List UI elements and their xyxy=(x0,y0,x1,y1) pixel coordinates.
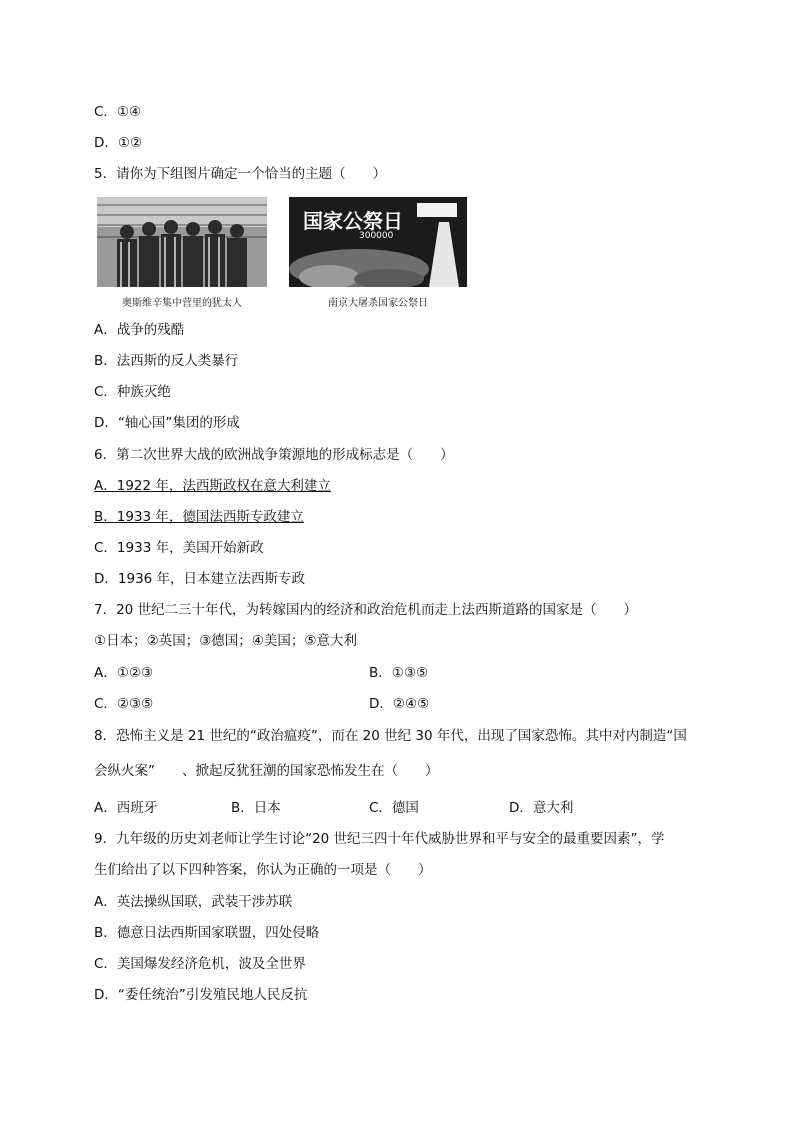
q7-option-a: A．①②③ xyxy=(94,665,154,681)
memorial-caption: 南京大屠杀国家公祭日 xyxy=(328,298,428,309)
q6-stem: 6．第二次世界大战的欧洲战争策源地的形成标志是（ ） xyxy=(94,447,454,463)
q5-option-d: D．“轴心国”集团的形成 xyxy=(94,415,240,431)
q6-option-c: C．1933 年，美国开始新政 xyxy=(94,540,264,556)
q7-option-d: D．②④⑤ xyxy=(369,696,430,712)
memorial-day-photo xyxy=(289,197,467,287)
q4-option-c: C．①④ xyxy=(94,104,142,120)
q7-stem: 7．20 世纪二三十年代，为转嫁国内的经济和政治危机而走上法西斯道路的国家是（ ） xyxy=(94,602,638,618)
q8-option-c: C．德国 xyxy=(369,800,419,816)
memorial-number: 300000 xyxy=(359,231,394,241)
q9-option-d: D．“委任统治”引发殖民地人民反抗 xyxy=(94,987,308,1003)
q5-stem: 5．请你为下组图片确定一个恰当的主题（ ） xyxy=(94,166,387,182)
q8-stem-line1: 8．恐怖主义是 21 世纪的“政治瘟疫”，而在 20 世纪 30 年代，出现了国家恐怖。其中对内制造“国 xyxy=(94,728,687,744)
q9-option-b: B．德意日法西斯国家联盟，四处侵略 xyxy=(94,925,320,941)
q8-option-b: B．日本 xyxy=(231,800,281,816)
q9-option-c: C．美国爆发经济危机，波及全世界 xyxy=(94,956,306,972)
q5-option-b: B．法西斯的反人类暴行 xyxy=(94,353,239,369)
q6-option-d: D．1936 年，日本建立法西斯专政 xyxy=(94,571,306,587)
q8-stem-line2: 会纵火案” 、掀起反犹狂潮的国家恐怖发生在（ ） xyxy=(94,763,439,779)
q8-option-d: D．意大利 xyxy=(509,800,574,816)
q5-option-a: A．战争的残酷 xyxy=(94,322,185,338)
q7-option-b: B．①③⑤ xyxy=(369,665,429,681)
auschwitz-photo xyxy=(97,197,267,287)
q7-list: ①日本；②英国；③德国；④美国；⑤意大利 xyxy=(94,633,358,649)
q9-stem-line2: 生们给出了以下四种答案，你认为正确的一项是（ ） xyxy=(94,862,432,878)
q8-option-a: A．西班牙 xyxy=(94,800,158,816)
q4-option-d: D．①② xyxy=(94,135,143,151)
q9-option-a: A．英法操纵国联，武装干涉苏联 xyxy=(94,894,293,910)
q5-option-c: C．种族灭绝 xyxy=(94,384,171,400)
q9-stem-line1: 9．九年级的历史刘老师让学生讨论“20 世纪三四十年代威胁世界和平与安全的最重要因素”，学 xyxy=(94,831,665,847)
auschwitz-caption: 奥斯维辛集中营里的犹太人 xyxy=(122,298,242,309)
q7-option-c: C．②③⑤ xyxy=(94,696,154,712)
q6-option-a: A．1922 年，法西斯政权在意大利建立 xyxy=(94,478,331,494)
memorial-title: 国家公祭日 xyxy=(303,209,403,233)
q6-option-b: B．1933 年，德国法西斯专政建立 xyxy=(94,509,304,525)
